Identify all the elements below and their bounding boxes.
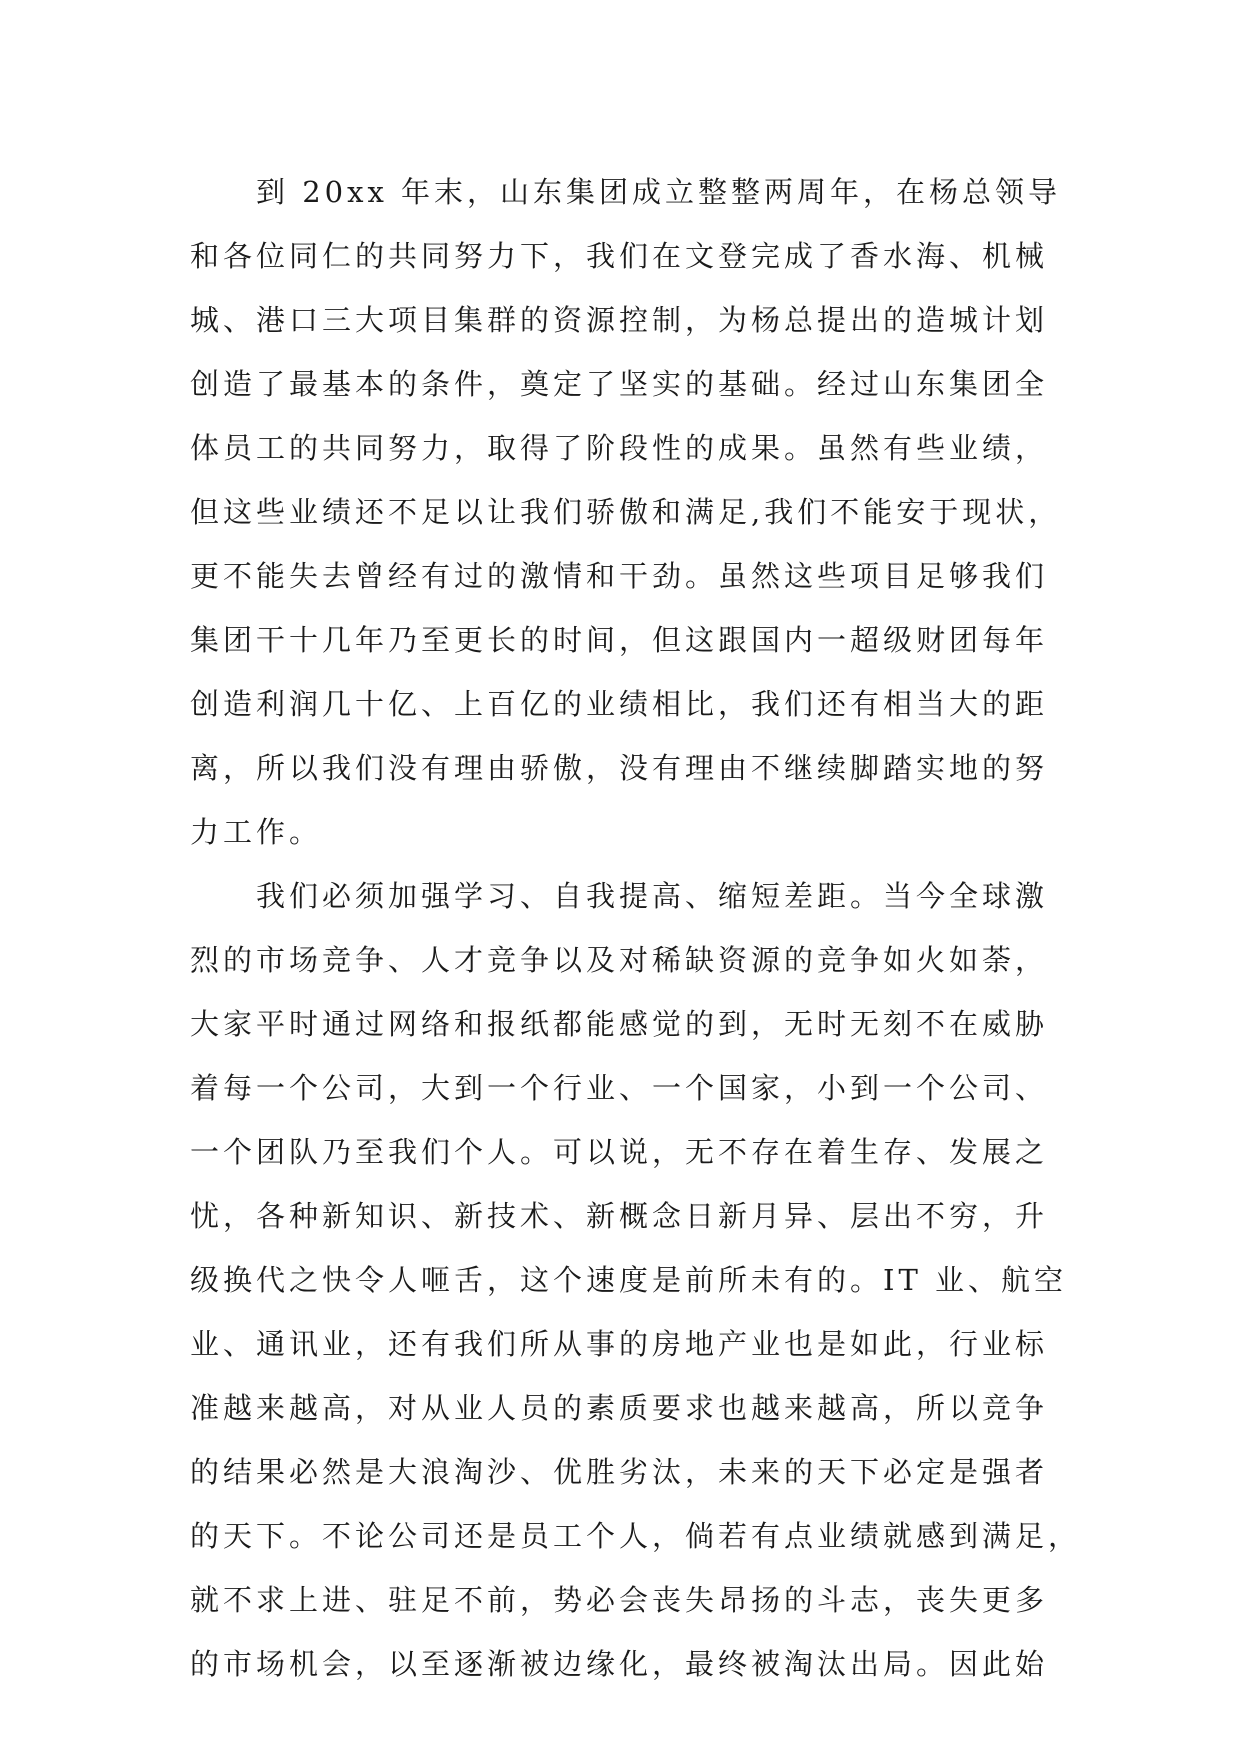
text-line: 但这些业绩还不足以让我们骄傲和满足,我们不能安于现状， <box>190 495 1062 529</box>
text-line: 到 20xx 年末，山东集团成立整整两周年，在杨总领导 <box>256 175 1062 209</box>
text-line: 创造利润几十亿、上百亿的业绩相比，我们还有相当大的距 <box>190 687 1049 721</box>
paragraph-2 <box>190 864 1082 1696</box>
paragraph-1 <box>190 160 1070 864</box>
text-line: 力工作。 <box>190 815 323 849</box>
text-line: 大家平时通过网络和报纸都能感觉的到，无时无刻不在威胁 <box>190 1007 1049 1041</box>
text-line: 创造了最基本的条件，奠定了坚实的基础。经过山东集团全 <box>190 367 1049 401</box>
text-line: 我们必须加强学习、自我提高、缩短差距。当今全球激 <box>256 879 1049 913</box>
text-line: 的结果必然是大浪淘沙、优胜劣汰，未来的天下必定是强者 <box>190 1455 1049 1489</box>
text-line: 业、通讯业，还有我们所从事的房地产业也是如此，行业标 <box>190 1327 1049 1361</box>
text-line: 准越来越高，对从业人员的素质要求也越来越高，所以竞争 <box>190 1391 1049 1425</box>
text-line: 一个团队乃至我们个人。可以说，无不存在着生存、发展之 <box>190 1135 1049 1169</box>
text-line: 烈的市场竞争、人才竞争以及对稀缺资源的竞争如火如荼， <box>190 943 1049 977</box>
document-body <box>190 160 1082 1696</box>
text-line: 的市场机会，以至逐渐被边缘化，最终被淘汰出局。因此始 <box>190 1647 1049 1681</box>
text-line: 离，所以我们没有理由骄傲，没有理由不继续脚踏实地的努 <box>190 751 1049 785</box>
text-line: 和各位同仁的共同努力下，我们在文登完成了香水海、机械 <box>190 239 1049 273</box>
text-line: 就不求上进、驻足不前，势必会丧失昂扬的斗志，丧失更多 <box>190 1583 1049 1617</box>
text-line: 体员工的共同努力，取得了阶段性的成果。虽然有些业绩， <box>190 431 1049 465</box>
text-line: 级换代之快令人咂舌，这个速度是前所未有的。IT 业、航空 <box>190 1263 1068 1297</box>
text-line: 更不能失去曾经有过的激情和干劲。虽然这些项目足够我们 <box>190 559 1049 593</box>
text-line: 的天下。不论公司还是员工个人，倘若有点业绩就感到满足， <box>190 1519 1082 1553</box>
text-line: 城、港口三大项目集群的资源控制，为杨总提出的造城计划 <box>190 303 1049 337</box>
text-line: 忧，各种新知识、新技术、新概念日新月异、层出不穷，升 <box>190 1199 1049 1233</box>
text-line: 着每一个公司，大到一个行业、一个国家，小到一个公司、 <box>190 1071 1049 1105</box>
text-line: 集团干十几年乃至更长的时间，但这跟国内一超级财团每年 <box>190 623 1049 657</box>
